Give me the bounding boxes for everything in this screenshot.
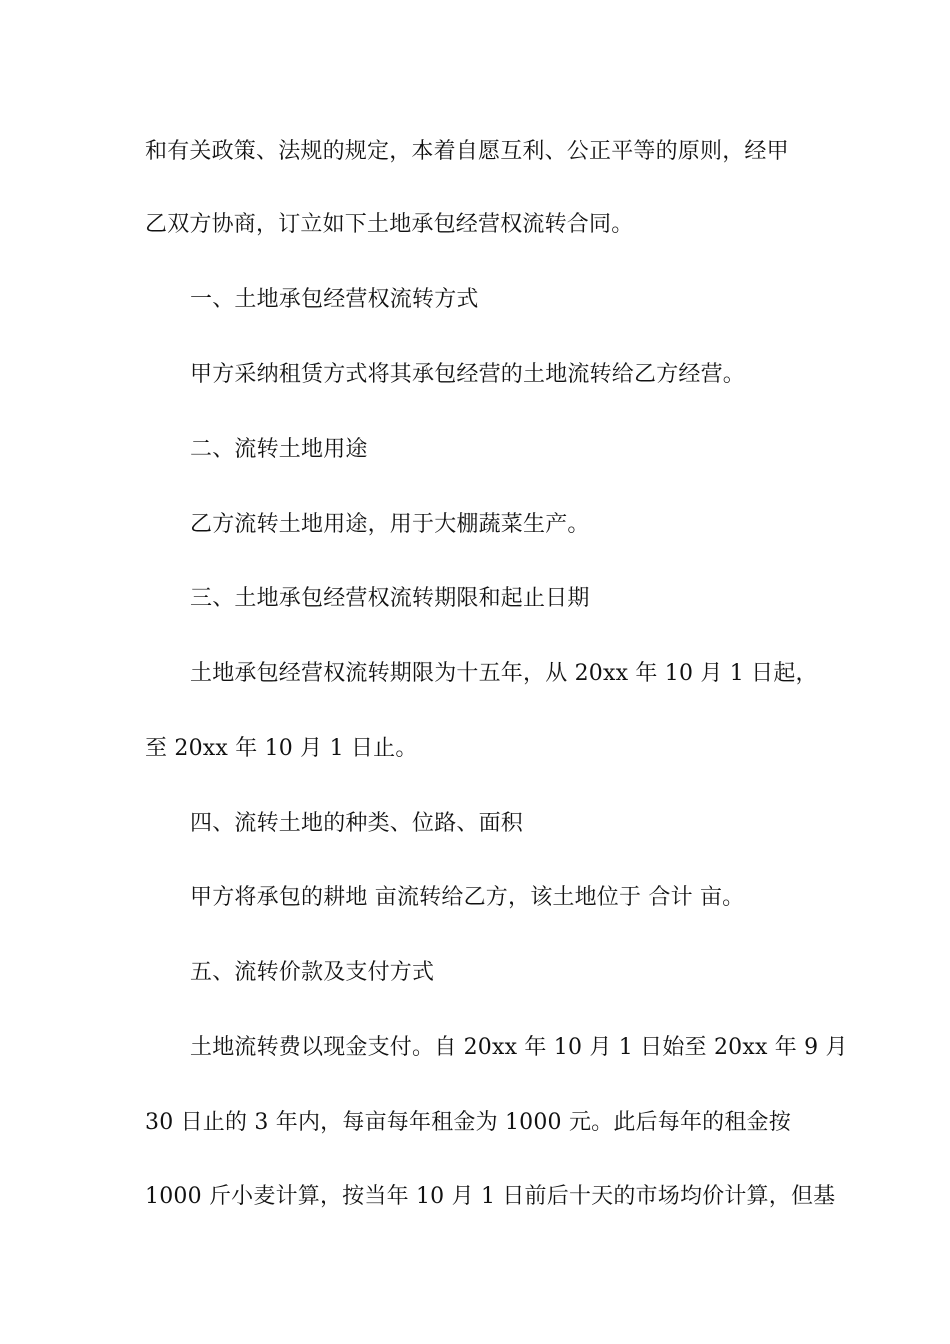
section-heading-1: 一、土地承包经营权流转方式 bbox=[190, 287, 479, 312]
paragraph-line-10: 1000 斤小麦计算，按当年 10 月 1 日前后十天的市场均价计算，但基 bbox=[145, 1184, 836, 1209]
paragraph-line-5: 土地承包经营权流转期限为十五年，从 20xx 年 10 月 1 日起， bbox=[190, 661, 818, 686]
paragraph-line-6: 至 20xx 年 10 月 1 日止。 bbox=[145, 736, 418, 761]
paragraph-line-8: 土地流转费以现金支付。自 20xx 年 10 月 1 日始至 20xx 年 9 月 bbox=[190, 1035, 848, 1060]
paragraph-line-4: 乙方流转土地用途，用于大棚蔬菜生产。 bbox=[190, 512, 590, 537]
section-heading-2: 二、流转土地用途 bbox=[190, 437, 368, 462]
paragraph-line-1: 和有关政策、法规的规定，本着自愿互利、公正平等的原则，经甲 bbox=[145, 139, 789, 164]
paragraph-line-3: 甲方采纳租赁方式将其承包经营的土地流转给乙方经营。 bbox=[190, 362, 746, 387]
paragraph-line-7: 甲方将承包的耕地 亩流转给乙方，该土地位于 合计 亩。 bbox=[190, 885, 745, 910]
section-heading-3: 三、土地承包经营权流转期限和起止日期 bbox=[190, 586, 590, 611]
paragraph-line-2: 乙双方协商，订立如下土地承包经营权流转合同。 bbox=[145, 212, 634, 237]
paragraph-line-9: 30 日止的 3 年内，每亩每年租金为 1000 元。此后每年的租金按 bbox=[145, 1110, 791, 1135]
section-heading-5: 五、流转价款及支付方式 bbox=[190, 960, 435, 985]
section-heading-4: 四、流转土地的种类、位路、面积 bbox=[190, 811, 524, 836]
